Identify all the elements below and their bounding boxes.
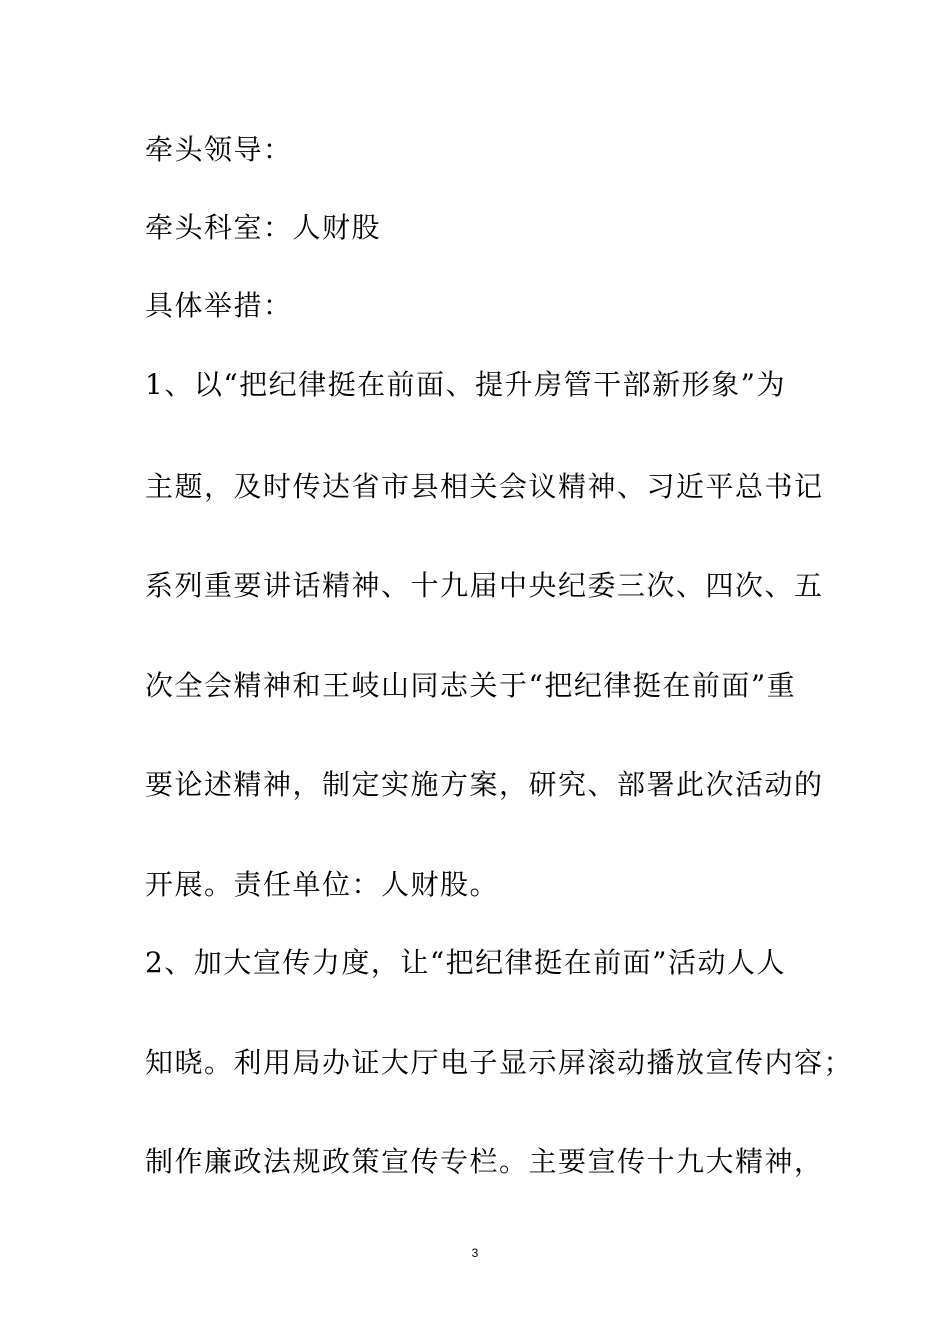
text-line-item-2-cont: 制作廉政法规政策宣传专栏。主要宣传十九大精神， <box>145 1145 824 1178</box>
text-line-item-1-cont: 系列重要讲话精神、十九届中央纪委三次、四次、五 <box>145 569 824 602</box>
text-line-item-2-cont: 知晓。利用局办证大厅电子显示屏滚动播放宣传内容； <box>145 1046 854 1079</box>
text-line-item-2: 2、加大宣传力度，让“把纪律挺在前面”活动人人 <box>145 946 786 979</box>
text-line-item-1-cont: 主题，及时传达省市县相关会议精神、习近平总书记 <box>145 470 824 503</box>
text-line-item-1: 1、以“把纪律挺在前面、提升房管干部新形象”为 <box>145 368 786 401</box>
text-line-specific-measures: 具体举措： <box>145 289 293 322</box>
page-number: 3 <box>471 1246 479 1260</box>
text-line-lead-leader: 牵头领导： <box>145 133 293 166</box>
text-line-item-1-cont: 要论述精神，制定实施方案，研究、部署此次活动的 <box>145 768 824 801</box>
text-line-lead-department: 牵头科室：人财股 <box>145 211 382 244</box>
text-line-item-1-cont: 次全会精神和王岐山同志关于“把纪律挺在前面”重 <box>145 669 797 702</box>
text-line-item-1-end: 开展。责任单位：人财股。 <box>145 868 500 901</box>
